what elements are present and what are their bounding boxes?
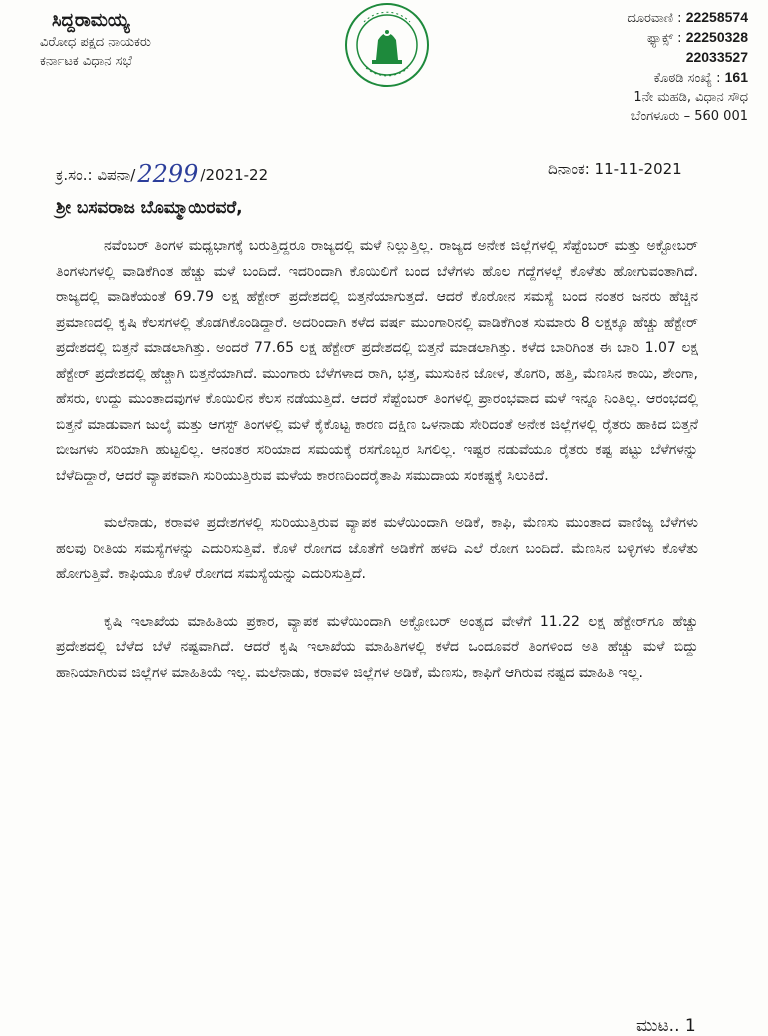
reference-suffix: /2021-22 [200, 166, 269, 184]
reference-prefix: ಕ್ರ.ಸಂ.: ವಿಪನಾ/ [56, 166, 136, 184]
phone-number-1: 22258574 [685, 9, 748, 25]
sender-title: ವಿರೋಧ ಪಕ್ಷದ ನಾಯಕರು [40, 35, 151, 50]
fax-label: ಫ್ಯಾಕ್ಸ್ : [647, 31, 682, 46]
room-label: ಕೊಠಡಿ ಸಂಖ್ಯೆ : [653, 71, 721, 86]
reference-number [56, 158, 268, 186]
contact-block [548, 8, 748, 126]
paragraph-2: ಮಲೆನಾಡು, ಕರಾವಳಿ ಪ್ರದೇಶಗಳಲ್ಲಿ ಸುರಿಯುತ್ತಿರುವ ವ್ಯಾಪಕ ಮಳೆಯಿಂದಾಗಿ ಅಡಿಕೆ, ಕಾಫಿ, ಮೆಣಸು ಮುಂತಾದ ವಾಣಿಜ್ಯ ಬೆಳೆಗಳು ಹಲವು ರೀತಿಯ ಸಮಸ್ಯೆಗಳನ್ನು ಎದುರಿಸುತ್ತಿವೆ. ಕೊಳೆ ರೋಗದ ಜೊತೆಗೆ ಅಡಿಕೆಗೆ ಹಳದಿ ಎಲೆ ರೋಗ ಬಂದಿದೆ. ಮೆಣಸಿನ ಬಳ್ಳಿಗಳು ಕೊಳೆತು ಹೋಗುತ್ತಿವೆ. ಕಾಫಿಯೂ ಕೊಳೆ ರೋಗದ ಸಮಸ್ಯೆಯನ್ನು ಎದುರಿಸುತ್ತಿದೆ. [56, 515, 698, 582]
reference-handwritten-number: 2299 [137, 160, 199, 188]
address-line-2: ಬೆಂಗಳೂರು – 560 001 [630, 109, 748, 124]
karnataka-government-seal-icon [344, 2, 430, 88]
phone-label: ದೂರವಾಣಿ : [627, 11, 682, 26]
salutation: ಶ್ರೀ ಬಸವರಾಜ ಬೊಮ್ಮಾಯಿರವರೆ, [56, 198, 243, 218]
phone-number-2: 22033527 [685, 49, 748, 65]
sender-name: ಸಿದ್ದರಾಮಯ್ಯ [52, 10, 130, 31]
letter-date: ದಿನಾಂಕ: 11-11-2021 [548, 160, 682, 178]
paragraph-1: ನವೆಂಬರ್ ತಿಂಗಳ ಮಧ್ಯಭಾಗಕ್ಕೆ ಬರುತ್ತಿದ್ದರೂ ರಾಜ್ಯದಲ್ಲಿ ಮಳೆ ನಿಲ್ಲುತ್ತಿಲ್ಲ. ರಾಜ್ಯದ ಅನೇಕ ಜಿಲ್ಲೆಗಳಲ್ಲಿ ಸೆಪ್ಟೆಂಬರ್ ಮತ್ತು ಅಕ್ಟೋಬರ್ ತಿಂಗಳುಗಳಲ್ಲಿ ವಾಡಿಕೆಗಿಂತ ಹೆಚ್ಚು ಮಳೆ ಬಂದಿದೆ. ಇದರಿಂದಾಗಿ ಕೊಯಿಲಿಗೆ ಬಂದ ಬೆಳೆಗಳು ಹೊಲ ಗದ್ದೆಗಳಲ್ಲೆ ಕೊಳೆತು ಹೋಗುವಂತಾಗಿದೆ. ರಾಜ್ಯದಲ್ಲಿ ವಾಡಿಕೆಯಂತೆ 69.79 ಲಕ್ಷ ಹೆಕ್ಟೇರ್ ಪ್ರದೇಶದಲ್ಲಿ ಬಿತ್ತನೆಯಾಗುತ್ತದೆ. ಆದರೆ ಕೊರೋನ ಸಮಸ್ಯೆ ಬಂದ ನಂತರ ಜನರು ಹೆಚ್ಚಿನ ಪ್ರಮಾಣದಲ್ಲಿ ಕೃಷಿ ಕೆಲಸಗಳಲ್ಲಿ ತೊಡಗಿಕೊಂಡಿದ್ದಾರೆ. ಅದರಿಂದಾಗಿ ಕಳೆದ ವರ್ಷ ಮುಂಗಾರಿನಲ್ಲಿ ವಾಡಿಕೆಗಿಂತ ಸುಮಾರು 8 ಲಕ್ಷಕ್ಕೂ ಹೆಚ್ಚು ಹೆಕ್ಟೇರ್ ಪ್ರದೇಶದಲ್ಲಿ ಬಿತ್ತನೆ ಮಾಡಲಾಗಿತ್ತು. ಅಂದರೆ 77.65 ಲಕ್ಷ ಹೆಕ್ಟೇರ್ ಪ್ರದೇಶದಲ್ಲಿ ಬಿತ್ತನೆ ಮಾಡಲಾಗಿತ್ತು. ಕಳೆದ ಬಾರಿಗಿಂತ ಈ ಬಾರಿ 1.07 ಲಕ್ಷ ಹೆಕ್ಟೇರ್ ಪ್ರದೇಶದಲ್ಲಿ ಹೆಚ್ಚಾಗಿ ಬಿತ್ತನೆಯಾಗಿದೆ. ಮುಂಗಾರು ಬೆಳೆಗಳಾದ ರಾಗಿ, ಭತ್ತ, ಮುಸುಕಿನ ಜೋಳ, ತೊಗರಿ, ಹತ್ತಿ, ಮೆಣಸಿನ ಕಾಯಿ, ಶೇಂಗಾ, ಹೆಸರು, ಉದ್ದು ಮುಂತಾದವುಗಳ ಕೊಯಿಲಿನ ಕೆಲಸ ನಡೆಯುತ್ತಿದೆ. ಆದರೆ ಸೆಪ್ಟೆಂಬರ್ ತಿಂಗಳಲ್ಲಿ ಪ್ರಾರಂಭವಾದ ಮಳೆ ಇನ್ನೂ ನಿಂತಿಲ್ಲ. ಆರಂಭದಲ್ಲಿ ಬಿತ್ತನೆ ಮಾಡುವಾಗ ಜುಲೈ ಮತ್ತು ಆಗಸ್ಟ್ ತಿಂಗಳಲ್ಲಿ ಮಳೆ ಕೈಕೊಟ್ಟ ಕಾರಣ ದಕ್ಷಿಣ ಒಳನಾಡು ಸೇರಿದಂತೆ ಅನೇಕ ಜಿಲ್ಲೆಗಳಲ್ಲಿ ರೈತರು ಹಾಕಿದ ಬಿತ್ತನೆ ಬೀಜಗಳು ಸರಿಯಾಗಿ ಹುಟ್ಟಲಿಲ್ಲ. ಆನಂತರ ಸರಿಯಾದ ಸಮಯಕ್ಕೆ ರಸಗೊಬ್ಬರ ಸಿಗಲಿಲ್ಲ. ಇಷ್ಟರ ನಡುವೆಯೂ ರೈತರು ಕಷ್ಟ ಪಟ್ಟು ಬೆಳೆಗಳನ್ನು ಬೆಳೆದಿದ್ದಾರೆ, ಆದರೆ ವ್ಯಾಪಕವಾಗಿ ಸುರಿಯುತ್ತಿರುವ ಮಳೆಯ ಕಾರಣದಿಂದರೈತಾಪಿ ಸಮುದಾಯ ಸಂಕಷ್ಟಕ್ಕೆ ಸಿಲುಕಿದೆ. [56, 238, 698, 484]
letter-body [56, 234, 698, 708]
page-number: ಮುಟ.. 1 [636, 1016, 696, 1036]
paragraph-3: ಕೃಷಿ ಇಲಾಖೆಯ ಮಾಹಿತಿಯ ಪ್ರಕಾರ, ವ್ಯಾಪಕ ಮಳೆಯಿಂದಾಗಿ ಅಕ್ಟೋಬರ್ ಅಂತ್ಯದ ವೇಳೆಗೆ 11.22 ಲಕ್ಷ ಹೆಕ್ಟೇರ್‌ಗೂ ಹೆಚ್ಚು ಪ್ರದೇಶದಲ್ಲಿ ಬೆಳೆದ ಬೆಳೆ ನಷ್ಟವಾಗಿದೆ. ಆದರೆ ಕೃಷಿ ಇಲಾಖೆಯ ಮಾಹಿತಿಗಳಲ್ಲಿ ಕಳೆದ ಒಂದೂವರೆ ತಿಂಗಳಿಂದ ಅತಿ ಹೆಚ್ಚು ಮಳೆ ಬಿದ್ದು ಹಾನಿಯಾಗಿರುವ ಜಿಲ್ಲೆಗಳ ಮಾಹಿತಿಯೆ ಇಲ್ಲ. ಮಲೆನಾಡು, ಕರಾವಳಿ ಜಿಲ್ಲೆಗಳ ಅಡಿಕೆ, ಮೆಣಸು, ಕಾಫಿಗೆ ಆಗಿರುವ ನಷ್ಟದ ಮಾಹಿತಿ ಇಲ್ಲ. [56, 613, 698, 681]
address-line-1: 1ನೇ ಮಹಡಿ, ವಿಧಾನ ಸೌಧ [633, 90, 748, 105]
room-number: 161 [724, 69, 748, 85]
fax-number: 22250328 [685, 29, 748, 45]
sender-org: ಕರ್ನಾಟಕ ವಿಧಾನ ಸಭೆ [40, 54, 132, 69]
sender-block [40, 10, 260, 71]
